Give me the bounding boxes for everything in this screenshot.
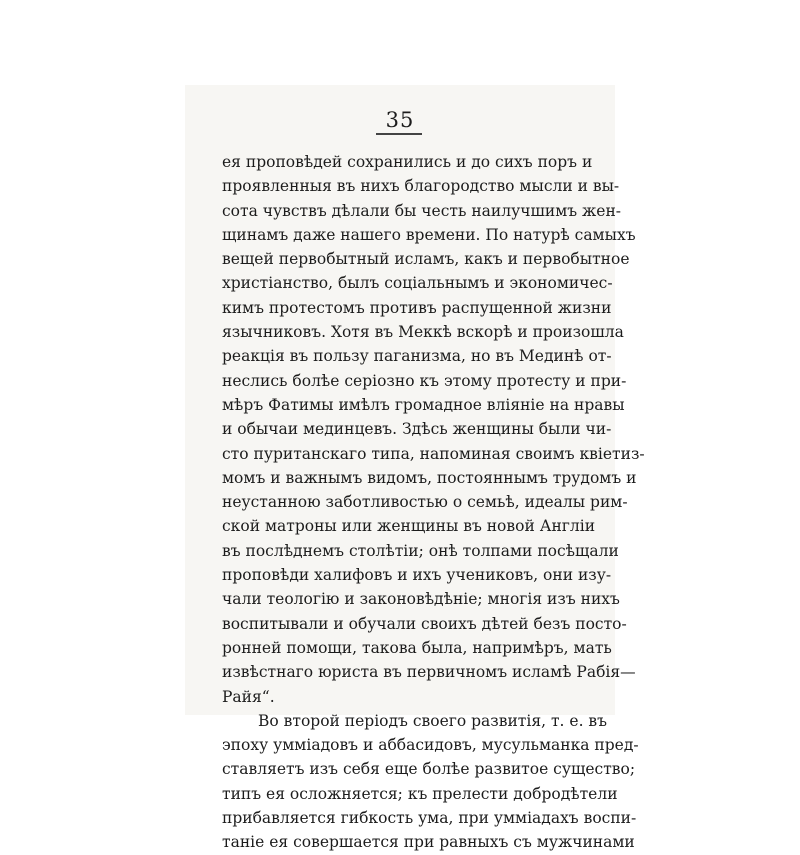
text-line: христіанство, былъ соціальнымъ и экономичес-: [222, 274, 613, 293]
text-line: вещей первобытный исламъ, какъ и первобытное: [222, 250, 630, 269]
page-number: 35: [385, 108, 415, 132]
text-line: чали теологію и законовѣдѣніе; многія изъ нихъ: [222, 590, 620, 609]
text-line: ской матроны или женщины въ новой Англіи: [222, 517, 596, 536]
text-line: и обычаи мединцевъ. Здѣсь женщины были чи-: [222, 420, 612, 439]
text-line: въ послѣднемъ столѣтіи; онѣ толпами посѣщали: [222, 541, 619, 560]
text-line: проявленныя въ нихъ благородство мысли и вы-: [222, 177, 620, 196]
text-line: язычниковъ. Хотя въ Меккѣ вскорѣ и произошла: [222, 323, 624, 342]
text-line: ея проповѣдей сохранились и до сихъ поръ и: [222, 153, 593, 171]
text-line: щинамъ даже нашего времени. По натурѣ самыхъ: [222, 225, 636, 244]
text-line: неустанною заботливостью о семьѣ, идеалы рим-: [222, 493, 628, 512]
text-line: момъ и важнымъ видомъ, постояннымъ трудомъ и: [222, 468, 637, 487]
text-line: прибавляется гибкость ума, при уммiадахъ воспи-: [222, 809, 637, 828]
text-line: проповѣди халифовъ и ихъ учениковъ, они изу-: [222, 566, 612, 585]
text-line: сто пуританскаго типа, напоминая своимъ квіетиз-: [222, 444, 645, 463]
paragraph-end-line: Райя“.: [222, 687, 275, 706]
text-line: реакція въ пользу паганизма, но въ Мединѣ от-: [222, 347, 612, 366]
text-line: кимъ протестомъ противъ распущенной жизни: [222, 298, 612, 317]
text-line: сота чувствъ дѣлали бы честь наилучшимъ жен-: [222, 201, 622, 220]
text-line: таніе ея совершается при равныхъ съ мужчинами: [222, 833, 635, 852]
text-line: извѣстнаго юриста въ первичномъ исламѣ Рабія—: [222, 663, 636, 682]
paragraph-start-line: Во второй періодъ своего развитія, т. е. въ: [258, 711, 608, 730]
text-line: мѣръ Фатимы имѣлъ громадное вліяніе на нравы: [222, 395, 625, 414]
page-number-underline: [376, 133, 422, 135]
text-line: неслись болѣе серіозно къ этому протесту и при-: [222, 371, 627, 390]
text-line: ставляетъ изъ себя еще болѣе развитое существо;: [222, 760, 636, 779]
text-line: эпоху уммiадовъ и аббасидовъ, мусульманка пред-: [222, 736, 639, 755]
text-line: воспитывали и обучали своихъ дѣтей безъ посто-: [222, 614, 627, 633]
body-text: [222, 150, 645, 855]
text-line: ронней помощи, такова была, напримѣръ, мать: [222, 638, 612, 657]
text-line: типъ ея осложняется; къ прелести добродѣтели: [222, 784, 618, 803]
